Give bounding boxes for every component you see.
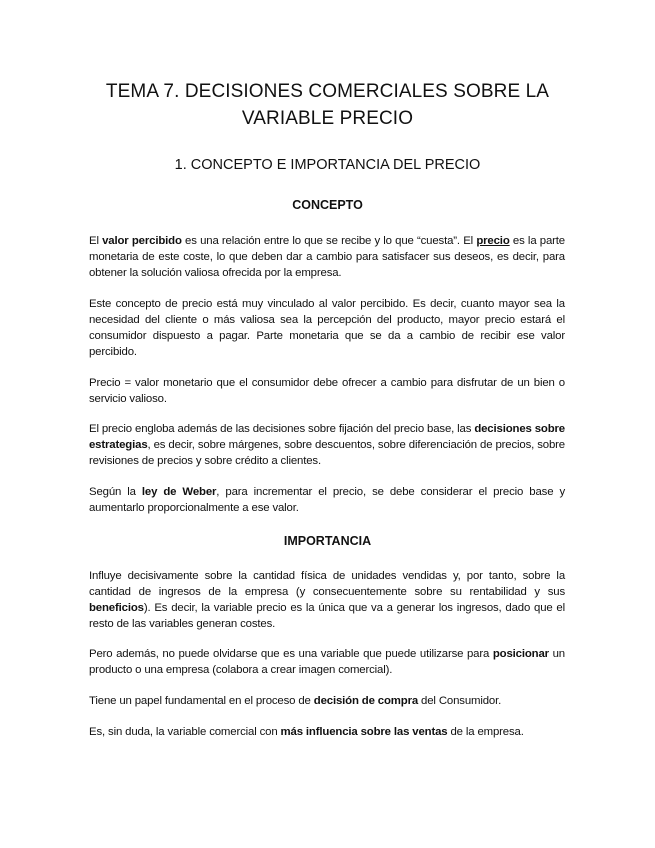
text: Pero además, no puede olvidarse que es una variable que puede utilizarse para [89, 648, 493, 660]
text: El precio engloba además de las decisiones sobre fijación del precio base, las [89, 423, 475, 435]
title-line-1: TEMA 7. DECISIONES COMERCIALES SOBRE LA [105, 81, 550, 102]
text: de la empresa. [447, 726, 524, 738]
concepto-paragraph-1 [89, 233, 565, 281]
concepto-paragraph-4 [89, 421, 565, 469]
bold-text: decisión de compra [313, 695, 419, 707]
text: , para incrementar el precio, se debe considerar el precio base y aumentarlo proporcionalmente a ese valor. [89, 486, 565, 514]
text: ). Es decir, la variable precio es la única que va a generar los ingresos, dado que el resto de las variables generan costes. [89, 602, 565, 630]
text: El [89, 235, 103, 247]
text: un producto o una empresa (colabora a crear imagen comercial). [89, 648, 565, 676]
text: es una relación entre lo que se recibe y lo que “cuesta”. El [181, 235, 477, 247]
bold-text: decisiones sobre estrategias [89, 423, 565, 451]
underlined-bold-text: precio [476, 235, 510, 247]
text: Influye decisivamente sobre la cantidad física de unidades vendidas y, por tanto, sobre la cantidad de ingresos de la empresa (y consecuentemente sobre su rentabilidad y sus [89, 570, 565, 598]
text: del Consumidor. [418, 695, 502, 707]
text: Tiene un papel fundamental en el proceso de [89, 695, 314, 707]
bold-text: valor percibido [102, 235, 182, 247]
concepto-paragraph-5 [89, 484, 565, 516]
document-title [60, 78, 595, 132]
concepto-heading: CONCEPTO [292, 198, 363, 212]
bold-text: ley de Weber [141, 486, 217, 498]
text: es la parte monetaria de este coste, lo que deben dar a cambio para satisfacer sus deseos, es decir, para obtener la solución valiosa ofrecida por la empresa. [89, 235, 565, 279]
text: , es decir, sobre márgenes, sobre descuentos, sobre diferenciación de precios, sobre revisiones de precios y sobre crédito a clientes. [89, 439, 565, 467]
importancia-paragraph-4 [89, 724, 565, 740]
title-line-2: VARIABLE PRECIO [241, 108, 414, 129]
concepto-paragraph-3: Precio = valor monetario que el consumidor debe ofrecer a cambio para disfrutar de un bien o servicio valioso. [89, 377, 565, 405]
importancia-paragraph-3 [89, 693, 565, 709]
importancia-paragraph-1 [89, 568, 565, 632]
bold-text: posicionar [492, 648, 549, 660]
concepto-paragraph-2: Este concepto de precio está muy vinculado al valor percibido. Es decir, cuanto mayor sea la necesidad del cliente o más valiosa sea la percepción del producto, mayor precio estará el consumidor dispuesto a pagar. Parte monetaria que se da a cambio de recibir ese valor percibido. [89, 298, 565, 358]
section-title: 1. CONCEPTO E IMPORTANCIA DEL PRECIO [174, 157, 481, 173]
bold-text: más influencia sobre las ventas [280, 726, 448, 738]
importancia-paragraph-2 [89, 646, 565, 678]
importancia-heading: IMPORTANCIA [283, 534, 372, 548]
bold-text: beneficios [89, 602, 144, 614]
text: Es, sin duda, la variable comercial con [89, 726, 281, 738]
text: Según la [89, 486, 142, 498]
